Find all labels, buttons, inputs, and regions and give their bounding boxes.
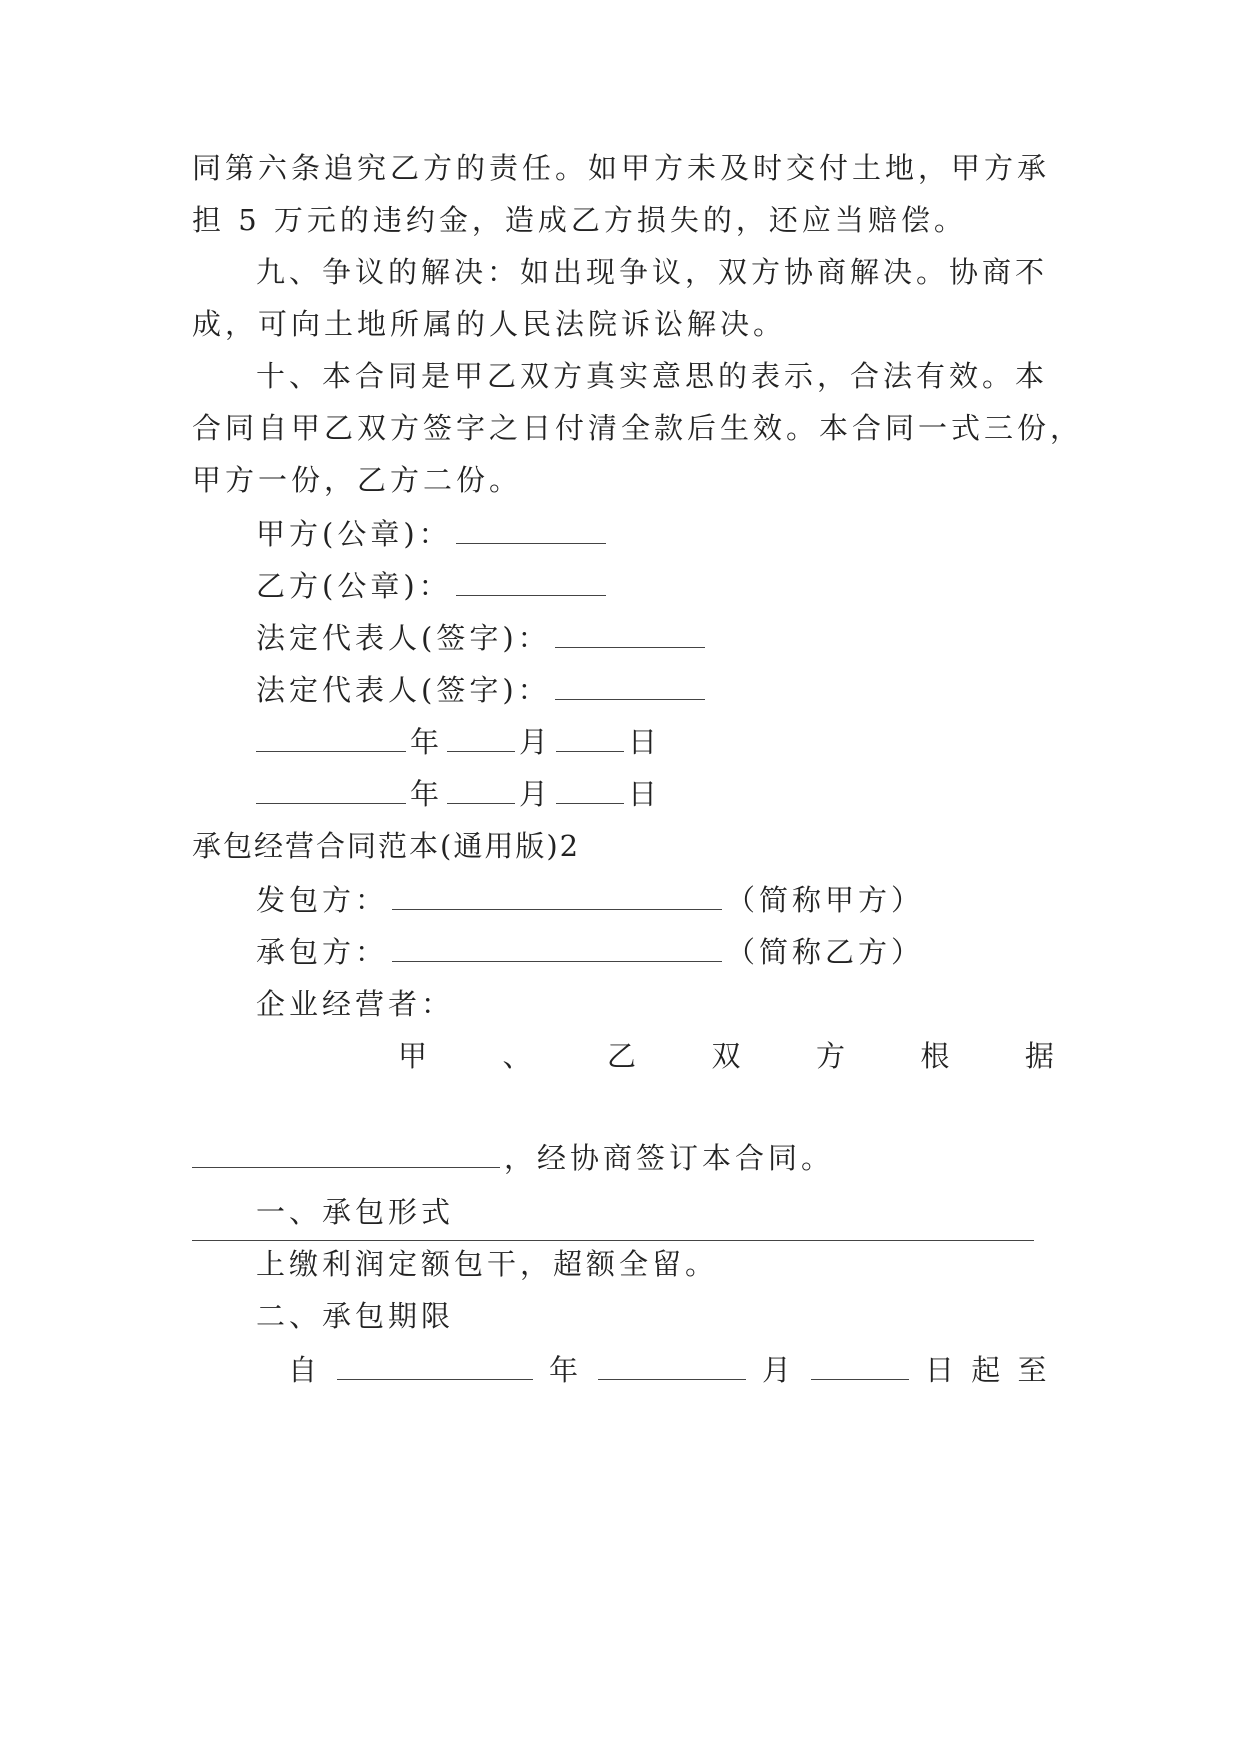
year-label: 年 — [410, 725, 444, 759]
party-b-blank — [456, 569, 606, 596]
issuer-blank — [392, 883, 722, 910]
paragraph-line: 甲方一份，乙方二份。 — [192, 463, 523, 497]
section-title: 承包经营合同范本(通用版)2 — [192, 829, 581, 863]
basis-end-line — [192, 1138, 834, 1178]
period-day-blank — [811, 1353, 909, 1380]
period-day-to: 日 起 至 — [925, 1353, 1051, 1387]
day-blank — [556, 725, 624, 752]
period-month-blank — [598, 1353, 746, 1380]
year-label: 年 — [410, 777, 444, 811]
basis-word: 方 — [815, 1039, 845, 1073]
basis-blank — [192, 1141, 500, 1168]
month-blank — [447, 777, 515, 804]
paragraph-line: 成，可向土地所属的人民法院诉讼解决。 — [192, 307, 787, 341]
issuer-abbr: （简称甲方） — [726, 883, 925, 917]
basis-end-text: ，经协商签订本合同。 — [504, 1141, 835, 1175]
issuer-label: 发包方： — [256, 883, 389, 917]
paragraph-line: 十、本合同是甲乙双方真实意思的表示，合法有效。本 — [256, 359, 1049, 393]
paragraph-line: 担 5 万元的违约金，造成乙方损失的，还应当赔偿。 — [192, 203, 967, 237]
paragraph-line: 九、争议的解决：如出现争议，双方协商解决。协商不 — [256, 255, 1049, 289]
day-blank — [556, 777, 624, 804]
date-line — [256, 774, 661, 814]
basis-line — [398, 1036, 1054, 1076]
paragraph-line: 同第六条追究乙方的责任。如甲方未及时交付土地，甲方承 — [192, 151, 1051, 185]
period-year: 年 — [549, 1353, 583, 1387]
period-from: 自 — [288, 1353, 322, 1387]
rep-blank — [555, 621, 705, 648]
operator-line: 企业经营者： — [256, 987, 455, 1021]
year-blank — [256, 725, 406, 752]
item-heading: 二、承包期限 — [256, 1299, 455, 1333]
item-text: 上缴利润定额包干，超额全留。 — [256, 1247, 719, 1281]
party-b-label: 乙方(公章)： — [256, 569, 452, 603]
contractor-line — [256, 932, 924, 972]
month-label: 月 — [519, 725, 553, 759]
basis-word: 根 — [920, 1039, 950, 1073]
day-label: 日 — [628, 725, 662, 759]
basis-word: 甲 — [398, 1039, 428, 1073]
party-a-label: 甲方(公章)： — [256, 517, 452, 551]
item-heading: 一、承包形式 — [256, 1195, 455, 1229]
day-label: 日 — [628, 777, 662, 811]
month-blank — [447, 725, 515, 752]
basis-blank-rule — [192, 1240, 1034, 1241]
basis-word: 据 — [1024, 1039, 1054, 1073]
period-month: 月 — [762, 1353, 796, 1387]
paragraph-line: 合同自甲乙双方签字之日付清全款后生效。本合同一式三份， — [192, 411, 1084, 445]
party-a-seal-line — [256, 514, 610, 554]
basis-word: 双 — [711, 1039, 741, 1073]
party-b-seal-line — [256, 566, 610, 606]
rep-sign-line — [256, 618, 709, 658]
issuer-line — [256, 880, 924, 920]
month-label: 月 — [519, 777, 553, 811]
year-blank — [256, 777, 406, 804]
contractor-abbr: （简称乙方） — [726, 935, 925, 969]
contractor-label: 承包方： — [256, 935, 389, 969]
period-line — [288, 1350, 1050, 1390]
party-a-blank — [456, 517, 606, 544]
rep-label: 法定代表人(签字)： — [256, 621, 551, 655]
contractor-blank — [392, 935, 722, 962]
rep-label: 法定代表人(签字)： — [256, 673, 551, 707]
rep-sign-line — [256, 670, 709, 710]
basis-word: 、 — [502, 1039, 532, 1073]
period-year-blank — [337, 1353, 533, 1380]
rep-blank — [555, 673, 705, 700]
basis-word: 乙 — [606, 1039, 636, 1073]
date-line — [256, 722, 661, 762]
